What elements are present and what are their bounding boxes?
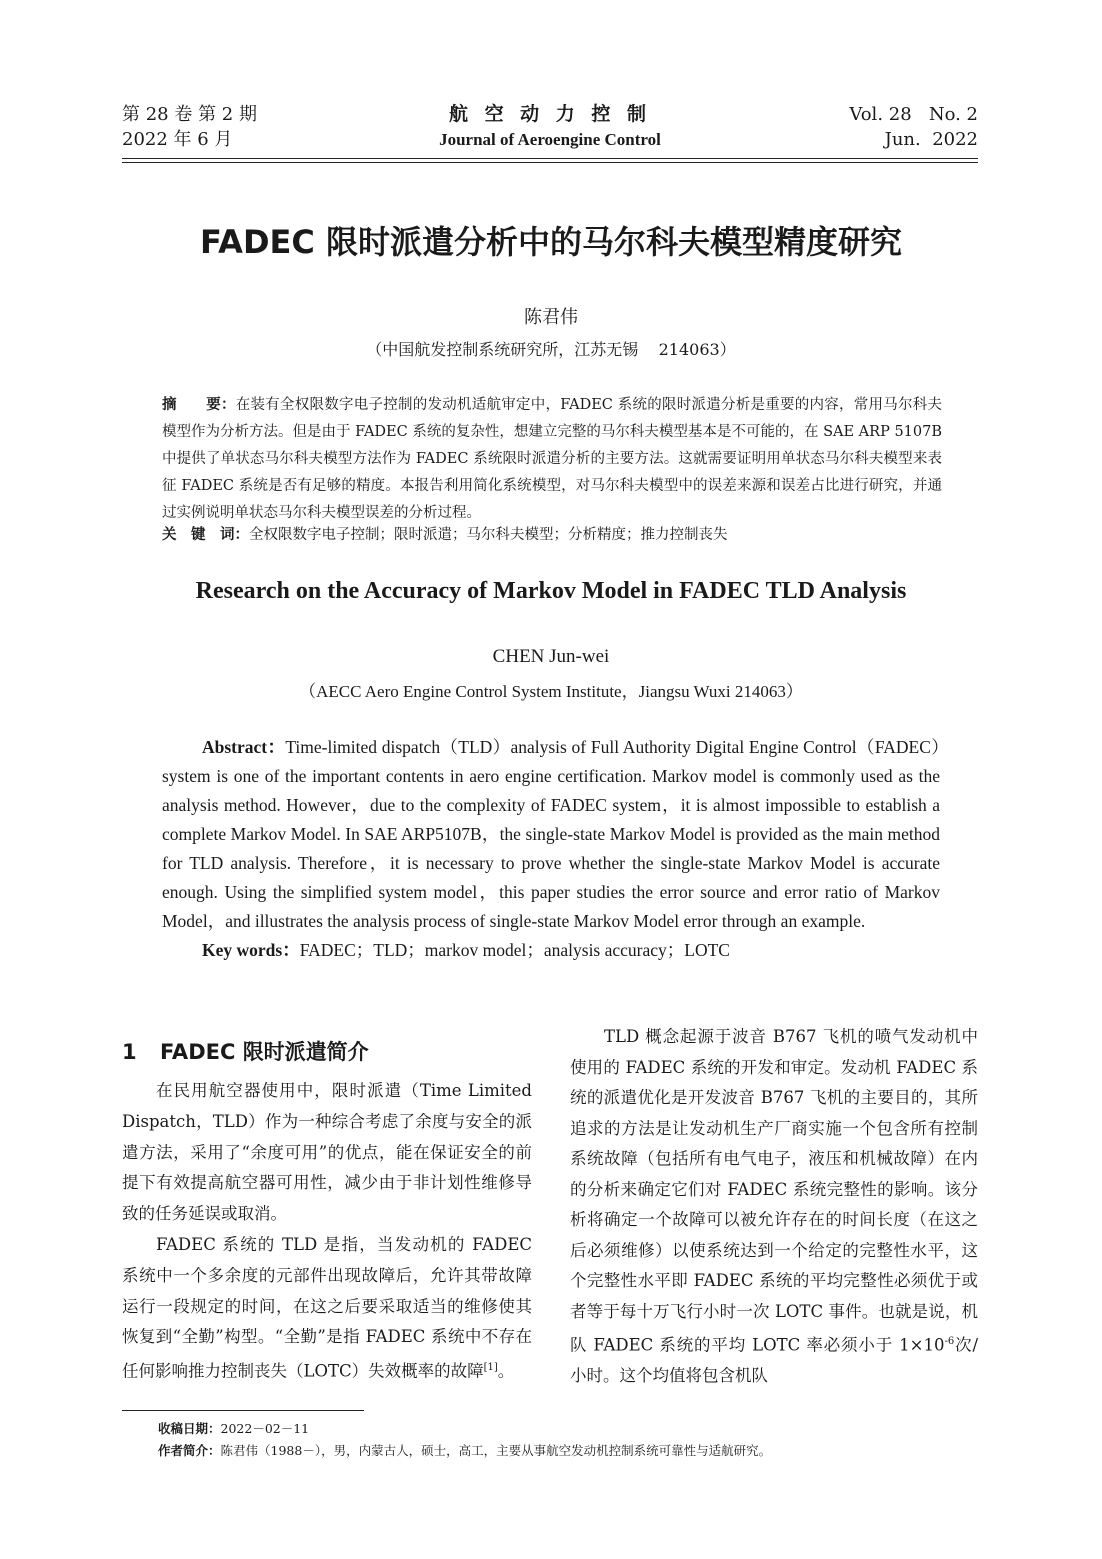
- keywords-label-en: Key words：: [202, 940, 300, 960]
- paper-title-en: Research on the Accuracy of Markov Model in FADEC TLD Analysis: [195, 578, 907, 604]
- exponent: -6: [944, 1336, 955, 1347]
- paragraph-3-end: 次/小时。这个均值将包含机队: [570, 1335, 978, 1385]
- paragraph-3-text: TLD 概念起源于波音 B767 飞机的喷气发动机中使用的 FADEC 系统的开发和审定。发动机 FADEC 系统的派遣优化是开发波音 B767 飞机的主要目的，其所追求的方法是让发动机生产厂商实施一个包含所有控制系统故障（包括所有电气电子，液压和机械故障）在内的分析来确定它们对 FADEC 系统完整性的影响。该分析将确定一个故障可以被允许存在的时间长度（在这之后必须维修）以使系统达到一个给定的完整性水平，这个完整性水平即 FADEC 系统的平均完整性必须优于或者等于每十万飞行小时一次 LOTC 事件。也就是说，机队 FADEC 系统的平均 LOTC 率必须小于 1×10: [570, 1027, 978, 1355]
- header-right: [849, 102, 978, 152]
- paragraph-2-text: FADEC 系统的 TLD 是指，当发动机的 FADEC 系统中一个多余度的元部件出现故障后，允许其带故障运行一段规定的时间，在这之后要采取适当的维修使其恢复到“全勤”构型。“全勤”是指 FADEC 系统中不存在任何影响推力控制丧失（LOTC）失效概率的故障: [122, 1234, 532, 1381]
- abstract-text-cn: 在装有全权限数字电子控制的发动机适航审定中，FADEC 系统的限时派遣分析是重要的内容，常用马尔科夫模型作为分析方法。但是由于 FADEC 系统的复杂性，想建立完整的马尔科夫模型基本是不可能的，在 SAE ARP 5107B 中提供了单状态马尔科夫模型方法作为 FADEC 系统限时派遣分析的主要方法。这就需要证明用单状态马尔科夫模型来表征 FADEC 系统是否有足够的精度。本报告利用简化系统模型，对马尔科夫模型中的误差来源和误差占比进行研究，并通过实例说明单状态马尔科夫模型误差的分析过程。: [162, 397, 943, 521]
- abstract-label-cn: 摘 要：: [162, 397, 236, 413]
- abstract-label-en: Abstract：: [202, 737, 286, 757]
- keywords-label-cn: 关 键 词：: [162, 527, 249, 543]
- journal-name-en: Journal of Aeroengine Control: [439, 130, 661, 149]
- footnote-rule: [122, 1410, 364, 1411]
- citation-ref: [1]: [483, 1362, 498, 1374]
- paper-title-cn: FADEC 限时派遣分析中的马尔科夫模型精度研究: [199, 223, 902, 261]
- header-rule-2: [122, 162, 978, 163]
- keywords-en: [162, 936, 940, 965]
- affiliation-en: （AECC Aero Engine Control System Institute，Jiangsu Wuxi 214063）: [299, 682, 803, 701]
- volume-cn: 第 28 卷 第 2 期: [122, 104, 257, 125]
- received-label: 收稿日期：: [158, 1421, 221, 1436]
- abstract-paragraph-en: [162, 733, 940, 936]
- bio-text: 陈君伟（1988－），男，内蒙古人，硕士，高工，主要从事航空发动机控制系统可靠性与适航研究。: [220, 1443, 772, 1458]
- section-number: 1: [122, 1040, 137, 1064]
- footnote-author-bio: [158, 1442, 771, 1460]
- journal-name-cn: 航 空 动 力 控 制: [448, 103, 652, 125]
- body-column-left: [122, 1034, 532, 1387]
- journal-header: [122, 100, 978, 160]
- paragraph-2-end: 。: [497, 1361, 515, 1381]
- footnote-received: [158, 1420, 309, 1438]
- paragraph-3: [570, 1022, 978, 1392]
- keywords-text-cn: 全权限数字电子控制；限时派遣；马尔科夫模型；分析精度；推力控制丧失: [249, 527, 728, 543]
- received-date: 2022－02－11: [220, 1421, 310, 1436]
- paragraph-1: 在民用航空器使用中，限时派遣（Time Limited Dispatch，TLD）作为一种综合考虑了余度与安全的派遣方法，采用了“余度可用”的优点，能在保证安全的前提下有效提高航空器可用性，减少由于非计划性维修导致的任务延误或取消。: [122, 1081, 532, 1224]
- header-rule: [122, 158, 978, 159]
- section-1-heading: [122, 1034, 532, 1070]
- abstract-cn: [162, 392, 942, 527]
- bio-label: 作者简介：: [158, 1443, 221, 1458]
- section-title: FADEC 限时派遣简介: [160, 1040, 369, 1064]
- keywords-text-en: FADEC；TLD；markov model；analysis accuracy；LOTC: [299, 940, 730, 960]
- body-column-right: [570, 1022, 978, 1392]
- author-cn: 陈君伟: [524, 307, 578, 328]
- abstract-text-en: Time-limited dispatch（TLD）analysis of Full Authority Digital Engine Control（FADEC）system is one of the important contents in aero engine certification. Markov model is commonly used as the analysis method. However，due to the complexity of FADEC system，it is almost impossible to establish a complete Markov Model. In SAE ARP5107B，the single-state Markov Model is provided as the main method for TLD analysis. Therefore，it is necessary to prove whether the single-state Markov Model is accurate enough. Using the simplified system model，this paper studies the error source and error ratio of Markov Model，and illustrates the analysis process of single-state Markov Model error through an example.: [162, 737, 940, 931]
- date-cn: 2022 年 6 月: [122, 129, 233, 150]
- author-en: CHEN Jun-wei: [492, 646, 610, 667]
- paragraph-2: [122, 1230, 532, 1387]
- volume-en: Vol. 28 No. 2: [849, 104, 978, 125]
- keywords-cn: [162, 522, 942, 549]
- date-en: Jun. 2022: [884, 129, 978, 150]
- affiliation-cn: （中国航发控制系统研究所，江苏无锡 214063）: [366, 340, 736, 359]
- abstract-en: [162, 733, 940, 965]
